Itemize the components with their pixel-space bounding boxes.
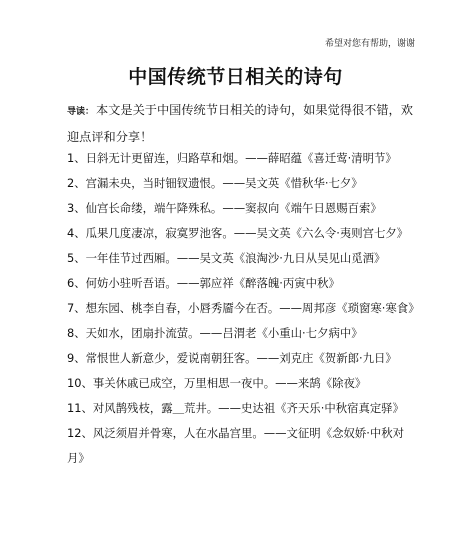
- poem-list: [67, 146, 420, 471]
- poem-item-3: 3、仙宫长命缕，端午降殊私。——窦叔向《端午日恩赐百索》: [67, 201, 382, 215]
- poem-item-7: 7、想东园、桃李自春，小唇秀靥今在否。——周邦彦《琐窗寒·寒食》: [67, 301, 420, 315]
- poem-item-5: 5、一年佳节过西厢。——吴文英《浪淘沙·九日从吴见山觅酒》: [67, 251, 386, 265]
- poem-item-8: 8、天如水，团扇扑流萤。——吕渭老《小重山·七夕病中》: [67, 326, 363, 340]
- poem-item-2: 2、宫漏未央，当时钿钗遗恨。——吴文英《惜秋华·七夕》: [67, 176, 363, 190]
- poem-item-11: 11、对风鹊残枝，露＿荒井。——史达祖《齐天乐·中秋宿真定驿》: [67, 401, 405, 415]
- intro-paragraph: [67, 98, 417, 150]
- poem-item-4: 4、瓜果几度凄凉，寂寞罗池客。——吴文英《六么令·夷则宫七夕》: [67, 226, 409, 240]
- intro-text: 本文是关于中国传统节日相关的诗句，如果觉得很不错，欢迎点评和分享！: [67, 103, 413, 144]
- poem-item-10: 10、事关休戚已成空，万里相思一夜中。——来鹄《除夜》: [67, 376, 367, 390]
- poem-item-12: 12、风泛须眉并骨寒，人在水晶宫里。——文征明《念奴娇·中秋对月》: [67, 426, 405, 465]
- header-note: 希望对您有帮助，谢谢: [324, 39, 415, 49]
- poem-item-9: 9、常恨世人新意少，爱说南朝狂客。——刘克庄《贺新郎·九日》: [67, 351, 397, 365]
- page-title: 中国传统节日相关的诗句: [128, 66, 343, 88]
- intro-label: 导读：: [67, 107, 95, 117]
- poem-item-6: 6、何妨小驻听吾语。——郭应祥《醉落魄·丙寅中秋》: [67, 276, 340, 290]
- poem-item-1: 1、日斜无计更留连，归路草和烟。——薛昭蕴《喜迁莺·清明节》: [67, 151, 397, 165]
